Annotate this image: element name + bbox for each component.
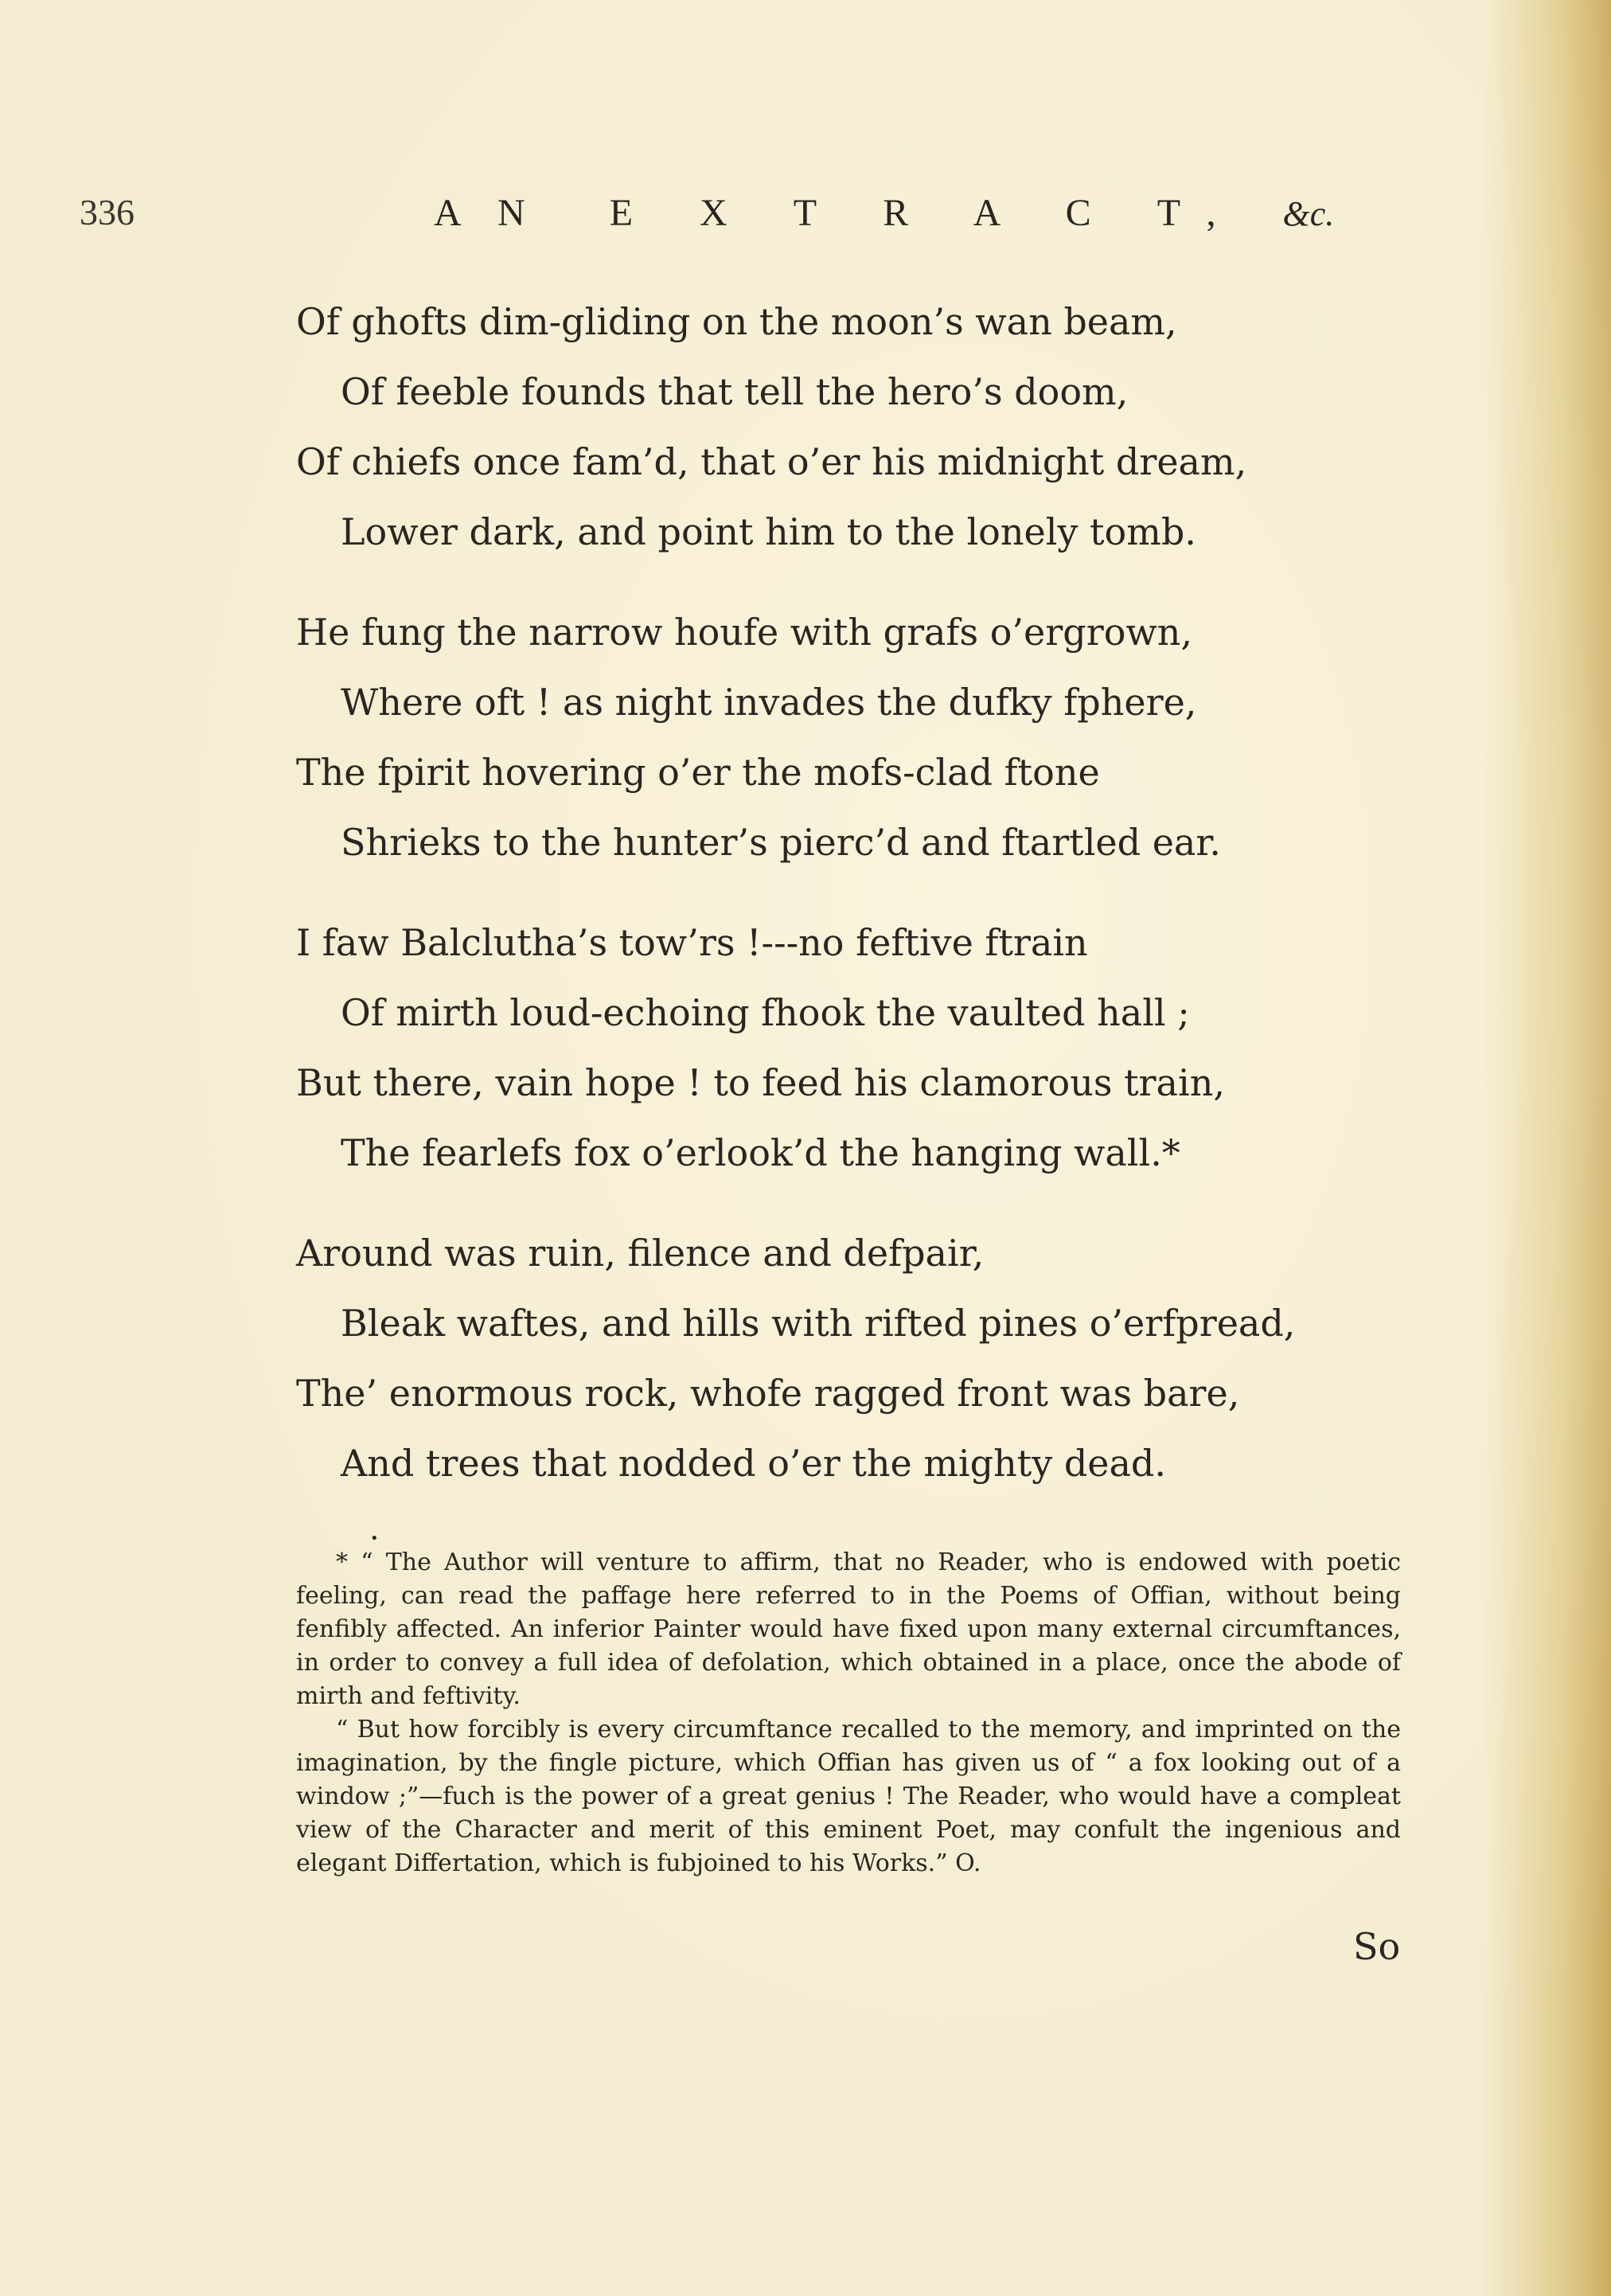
footnote-marker: •	[370, 1530, 379, 1547]
poem-line: Of ghofts dim-gliding on the moon’s wan beam,	[296, 300, 1177, 343]
running-head-main: E X T R A C T,	[609, 192, 1245, 234]
stanza	[296, 287, 1410, 567]
stanza	[296, 908, 1410, 1188]
poem-line: The fearlefs fox o’erlook’d the hanging wall.*	[341, 1131, 1180, 1174]
stanza	[296, 1218, 1410, 1498]
poem	[296, 287, 1410, 1529]
poem-line: I faw Balclutha’s tow’rs !---no feftive ftrain	[296, 921, 1088, 964]
running-head	[434, 191, 1334, 235]
poem-line: Of feeble founds that tell the hero’s doom,	[341, 370, 1129, 413]
poem-line: But there, vain hope ! to feed his clamorous train,	[296, 1061, 1225, 1104]
poem-line: The’ enormous rock, whofe ragged front was bare,	[296, 1372, 1240, 1415]
poem-line: Around was ruin, filence and defpair,	[296, 1232, 985, 1275]
footnote	[296, 1546, 1401, 1880]
poem-line: Shrieks to the hunter’s pierc’d and ftartled ear.	[341, 821, 1221, 864]
catchword: So	[1353, 1925, 1401, 1968]
poem-line: Where oft ! as night invades the dufky fphere,	[341, 681, 1197, 724]
footnote-paragraph: * “ The Author will venture to affirm, that no Reader, who is endowed with poetic feeling, can read the paffage here referred to in the Poems of Offian, without being fenfibly affected. An inferior Painter would have fixed upon many external circumftances, in order to convey a full idea of defolation, which obtained in a place, once the abode of mirth and feftivity.	[296, 1548, 1401, 1710]
stanza	[296, 597, 1410, 877]
page-number: 336	[80, 192, 135, 232]
poem-line: Bleak waftes, and hills with rifted pines o’erfpread,	[341, 1302, 1296, 1345]
poem-line: Of chiefs once fam’d, that o’er his midnight dream,	[296, 440, 1247, 483]
footnote-paragraph: “ But how forcibly is every circumftance recalled to the memory, and imprinted on the imagination, by the fingle picture, which Offian has given us of “ a fox looking out of a window ;”—fuch is the power of a great genius ! The Reader, who would have a compleat view of the Character and merit of this eminent Poet, may confult the ingenious and elegant Differtation, which is fubjoined to his Works.” O.	[296, 1716, 1401, 1877]
running-head-an: A N	[434, 192, 540, 234]
poem-line: Lower dark, and point him to the lonely tomb.	[341, 510, 1196, 553]
poem-line: And trees that nodded o’er the mighty dead.	[341, 1442, 1166, 1485]
running-head-etc: &c.	[1282, 194, 1335, 233]
poem-line: He fung the narrow houfe with grafs o’ergrown,	[296, 611, 1193, 654]
poem-line: The fpirit hovering o’er the mofs-clad ftone	[296, 751, 1100, 794]
poem-line: Of mirth loud-echoing fhook the vaulted hall ;	[341, 991, 1190, 1034]
